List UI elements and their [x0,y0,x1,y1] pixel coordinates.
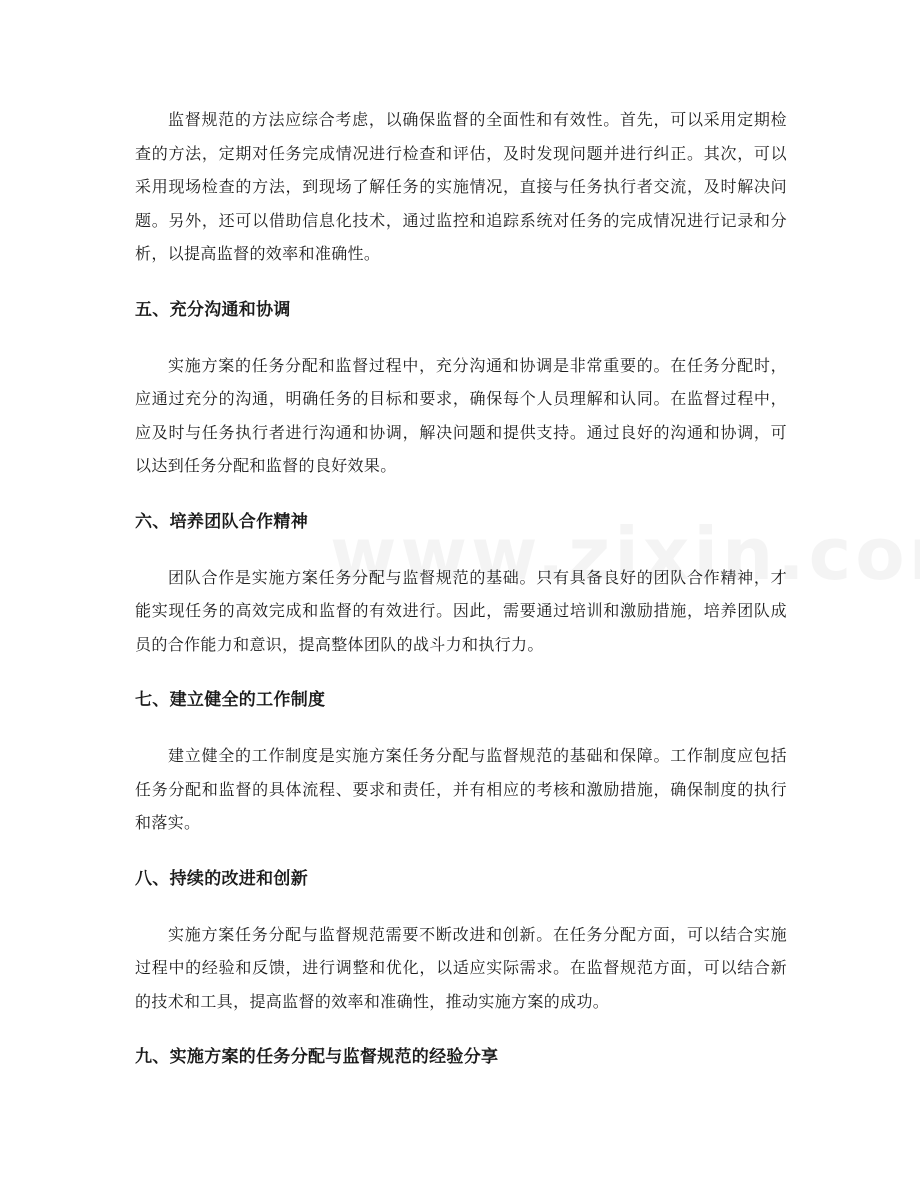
section-heading-8: 八、持续的改进和创新 [135,868,308,889]
paragraph-supervision-methods: 监督规范的方法应综合考虑，以确保监督的全面性和有效性。首先，可以采用定期检查的方法，定期对任务完成情况进行检查和评估，及时发现问题并进行纠正。其次，可以采用现场检查的方法，到现场了解任务的实施情况，直接与任务执行者交流，及时解决问题。另外，还可以借助信息化技术，通过监控和追踪系统对任务的完成情况进行记录和分析，以提高监督的效率和准确性。 [135,110,787,263]
paragraph-improvement: 实施方案任务分配与监督规范需要不断改进和创新。在任务分配方面，可以结合实施过程中的经验和反馈，进行调整和优化，以适应实际需求。在监督规范方面，可以结合新的技术和工具，提高监督的效率和准确性，推动实施方案的成功。 [135,924,787,1011]
section-heading-9: 九、实施方案的任务分配与监督规范的经验分享 [135,1047,499,1067]
paragraph-teamwork: 团队合作是实施方案任务分配与监督规范的基础。只有具备良好的团队合作精神，才能实现任务的高效完成和监督的有效进行。因此，需要通过培训和激励措施，培养团队成员的合作能力和意识，提高整体团队的战斗力和执行力。 [135,567,787,654]
paragraph-work-system: 建立健全的工作制度是实施方案任务分配与监督规范的基础和保障。工作制度应包括任务分配和监督的具体流程、要求和责任，并有相应的考核和激励措施，确保制度的执行和落实。 [135,746,787,832]
section-heading-7: 七、建立健全的工作制度 [135,690,326,710]
section-heading-5: 五、充分沟通和协调 [135,299,291,320]
section-heading-6: 六、培养团队合作精神 [135,511,308,532]
paragraph-communication: 实施方案的任务分配和监督过程中，充分沟通和协调是非常重要的。在任务分配时，应通过充分的沟通，明确任务的目标和要求，确保每个人员理解和认同。在监督过程中，应及时与任务执行者进行沟通和协调，解决问题和提供支持。通过良好的沟通和协调，可以达到任务分配和监督的良好效果。 [135,355,787,475]
document-body [135,103,787,1096]
